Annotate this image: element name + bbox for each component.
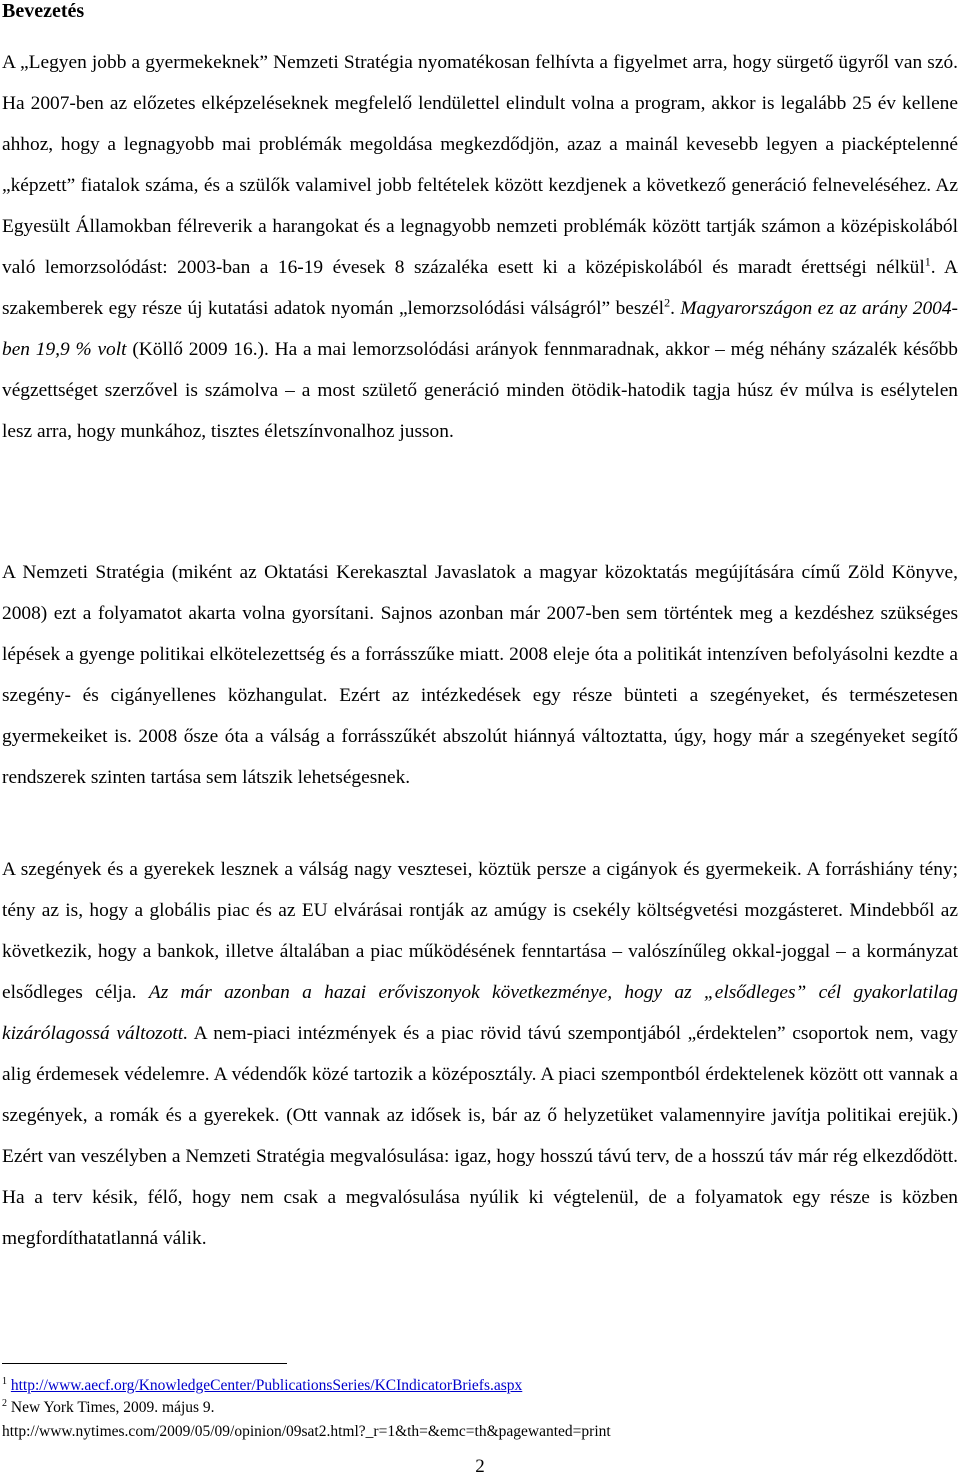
footnote-ref-1[interactable]: 1 [924,254,931,269]
paragraph-3-text-a: A szegények és a gyerekek lesznek a válság nagy vesztesei, köztük persze a cigányok és gyermekeik. A forráshiány tény; tény az is, hogy a globális piac és az EU elvárásai rontják az amúgy is csekély költségvetési mozgásteret. Mindebből az következik, hogy a bankok, illetve általában a piac működésének fenntartása – valószínűleg okkal-joggal – a kormányzat elsődleges célja. [2,859,958,1003]
footnote-2 [2,1398,215,1418]
paragraph-1-text-d: (Köllő 2009 16.). Ha a mai lemorzsolódási arányok fennmaradnak, akkor – még néhány százalék később végzettséget szerzővel is számolva – a most születő generáció minden ötödik-hatodik tagja húsz év múlva is esélytelen lesz arra, hogy munkához, tisztes életszínvonalhoz jusson. [2,339,959,442]
footnote-ref-2[interactable]: 2 [664,295,671,310]
paragraph-1-italic: Magyarországon ez az arány 2004-ben 19,9 % volt [2,298,958,360]
paragraph-3 [2,849,958,1259]
paragraph-1-text-a: A „Legyen jobb a gyermekeknek” Nemzeti Stratégia nyomatékosan felhívta a figyelmet arra, hogy sürgető ügyről van szó. Ha 2007-ben az előzetes elképzeléseknek megfelelő lendülettel elindult volna a program, akkor is legalább 25 év kellene ahhoz, hogy a legnagyobb mai problémák megoldása megkezdődjön, azaz a mainál kevesebb legyen a piacképtelenné „képzett” fiatalok száma, és a szülők valamivel jobb feltételek között kezdjenek a következő generáció felneveléséhez. Az Egyesült Államokban félreverik a harangokat és a legnagyobb nemzeti problémák között tartják számon a középiskolából való lemorzsolódást: 2003-ban a 16-19 évesek 8 százaléka esett ki a középiskolából és maradt érettségi nélkül [2,52,958,278]
paragraph-2: A Nemzeti Stratégia (miként az Oktatási Kerekasztal Javaslatok a magyar közoktatás megújítására című Zöld Könyve, 2008) ezt a folyamatot akarta volna gyorsítani. Sajnos azonban már 2007-ben sem történtek meg a kezdéshez szükséges lépések a gyenge politikai elkötelezettség és a forrásszűke miatt. 2008 eleje óta a politikát intenzíven befolyásolni kezdte a szegény- és cigányellenes közhangulat. Ezért az intézkedések egy része bünteti a szegényeket, és természetesen gyermekeiket is. 2008 ősze óta a válság a forrásszűkét abszolút hiánnyá változtatta, úgy, hogy már a szegényeket segítő rendszerek szinten tartása sem látszik lehetségesnek. [2,562,958,788]
paragraph-1-text-c: . [670,298,681,319]
paragraph-1-text-b: . A szakemberek egy része új kutatási adatok nyomán „lemorzsolódási válságról” beszél [2,257,958,319]
footnote-2-url: http://www.nytimes.com/2009/05/09/opinion/09sat2.html?_r=1&th=&emc=th&pagewanted=print [2,1423,611,1440]
footnote-separator [2,1363,287,1364]
footnote-2-number: 2 [2,1397,7,1409]
footnote-2-text: New York Times, 2009. május 9. [10,1399,215,1416]
footnote-1 [2,1376,522,1396]
paragraph-1 [2,42,958,452]
footnote-1-number: 1 [2,1375,7,1387]
paragraph-3-text-b: A nem-piaci intézmények és a piac rövid távú szempontjából „érdektelen” csoportok nem, vagy alig érdemesek védelemre. A védendők közé tartozik a középosztály. A piaci szempontból érdektelenek között ott vannak a szegények, a romák és a gyerekek. (Ott vannak az idősek is, bár az ő helyzetüket valamennyire javítja politikai erejük.) Ezért van veszélyben a Nemzeti Stratégia megvalósulása: igaz, hogy hosszú távú terv, de a hosszú táv már rég elkezdődött. Ha a terv késik, félő, hogy nem csak a megvalósulása nyúlik ki végtelenül, de a folyamatok egy része is közben megfordíthatatlanná válik. [2,1023,958,1249]
page-number: 2 [475,1456,485,1477]
paragraph-3-italic: Az már azonban a hazai erőviszonyok következménye, hogy az „elsődleges” cél gyakorlatilag kizárólagossá változott. [2,982,958,1044]
footnote-1-link[interactable]: http://www.aecf.org/KnowledgeCenter/PublicationsSeries/KCIndicatorBriefs.aspx [10,1377,523,1394]
section-heading: Bevezetés [2,0,85,22]
